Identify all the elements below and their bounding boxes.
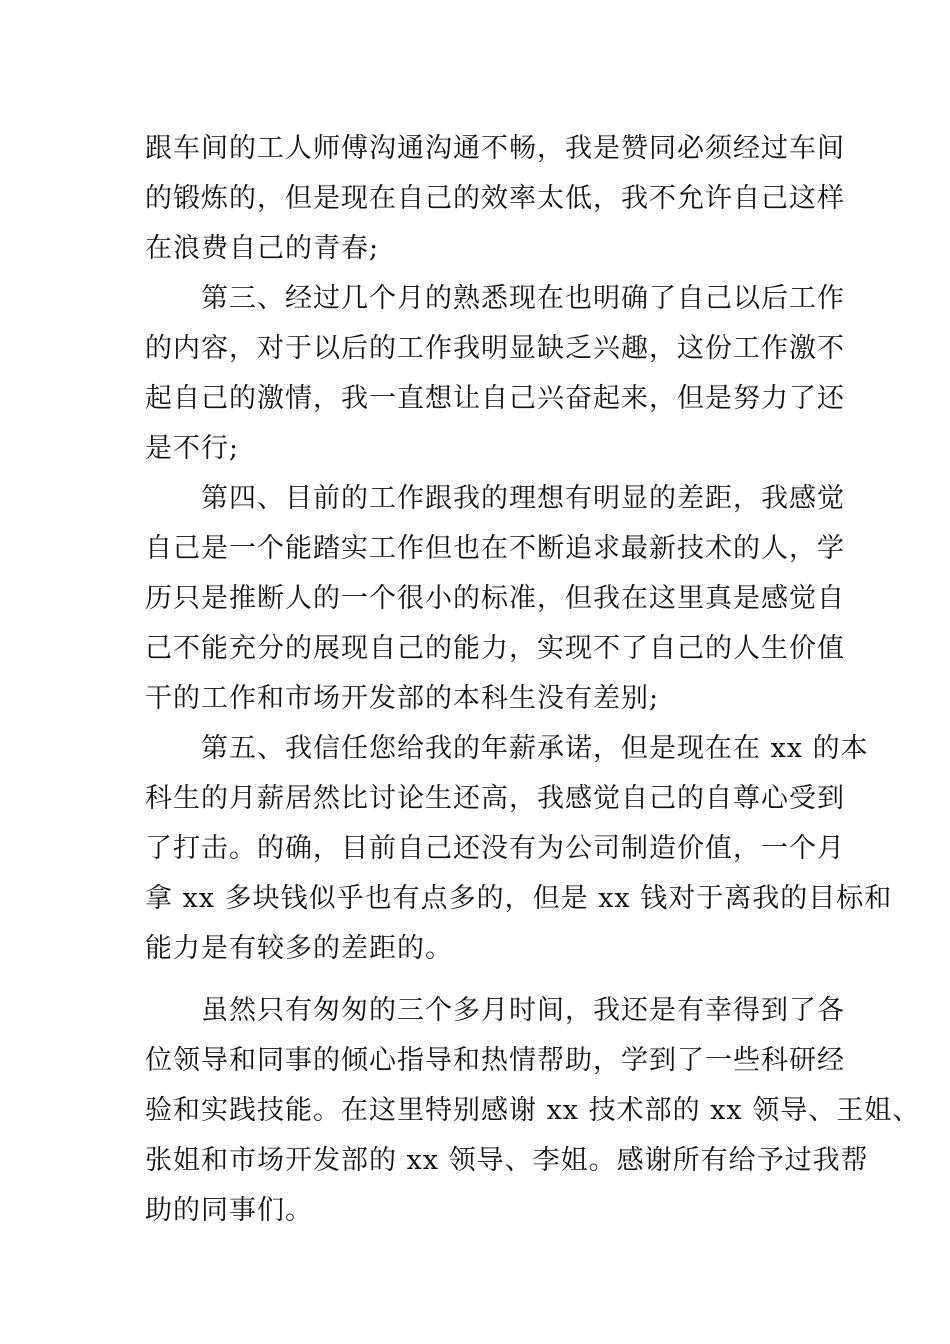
paragraph-point-five [145,724,893,974]
paragraph-point-three [145,274,845,474]
text-line: 起自己的激情，我一直想让自己兴奋起来，但是努力了还 [145,383,845,414]
text-line: 了打击。的确，目前自己还没有为公司制造价值，一个月 [145,833,845,864]
paragraph-thanks [145,986,921,1236]
text-line: 的内容，对于以后的工作我明显缺乏兴趣，这份工作激不 [145,333,845,364]
text-line: 是不行; [145,433,240,464]
text-line: 干的工作和市场开发部的本科生没有差别; [145,683,660,714]
text-line: 拿 xx 多块钱似乎也有点多的，但是 xx 钱对于离我的目标和 [145,883,893,914]
text-line: 能力是有较多的差距的。 [145,933,453,964]
document-body [145,124,921,1236]
text-line: 己不能充分的展现自己的能力，实现不了自己的人生价值 [145,633,845,664]
text-line: 跟车间的工人师傅沟通沟通不畅，我是赞同必须经过车间 [145,133,845,164]
text-line: 的锻炼的，但是现在自己的效率太低，我不允许自己这样 [145,183,845,214]
text-line: 位领导和同事的倾心指导和热情帮助，学到了一些科研经 [145,1045,845,1076]
paragraph-continuation [145,124,845,274]
text-line: 自己是一个能踏实工作但也在不断追求最新技术的人，学 [145,533,845,564]
text-line: 张姐和市场开发部的 xx 领导、李姐。感谢所有给予过我帮 [145,1145,869,1176]
text-line: 第三、经过几个月的熟悉现在也明确了自己以后工作 [201,283,845,314]
text-line: 历只是推断人的一个很小的标准，但我在这里真是感觉自 [145,583,845,614]
paragraph-point-four [145,474,845,724]
text-line: 第四、目前的工作跟我的理想有明显的差距，我感觉 [201,483,845,514]
text-line: 第五、我信任您给我的年薪承诺，但是现在在 xx 的本 [201,733,869,764]
text-line: 虽然只有匆匆的三个多月时间，我还是有幸得到了各 [201,995,845,1026]
text-line: 科生的月薪居然比讨论生还高，我感觉自己的自尊心受到 [145,783,845,814]
text-line: 在浪费自己的青春; [145,233,380,264]
text-line: 助的同事们。 [145,1195,313,1226]
text-line: 验和实践技能。在这里特别感谢 xx 技术部的 xx 领导、王姐、 [145,1095,921,1126]
